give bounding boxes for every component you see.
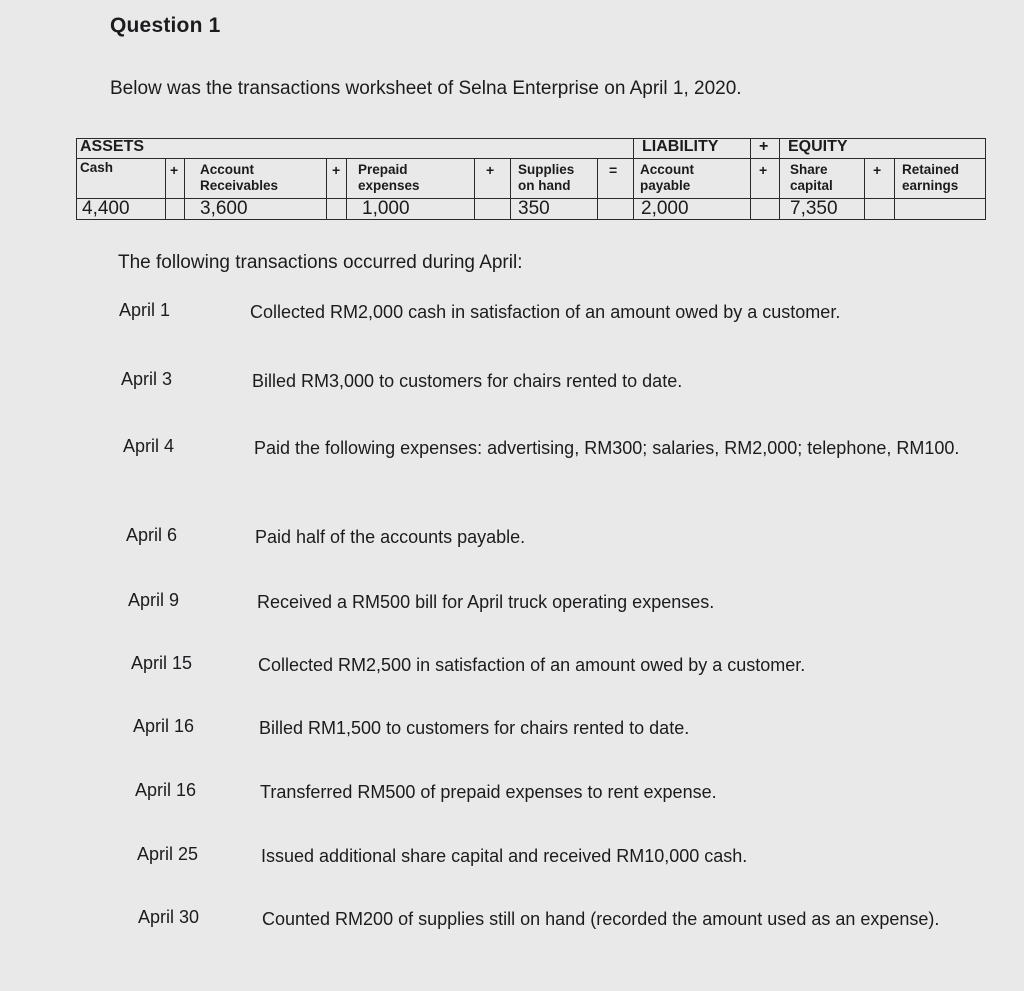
header-supplies-on-hand (518, 162, 574, 194)
equity-group-label: EQUITY (788, 138, 848, 155)
transactions-worksheet (76, 138, 986, 222)
intro-text: Below was the transactions worksheet of Selna Enterprise on April 1, 2020. (110, 78, 742, 99)
col-divider (597, 158, 598, 220)
operator-plus: + (170, 162, 179, 178)
operator-plus: + (486, 162, 495, 178)
worksheet-rule-top (76, 158, 986, 159)
col-divider (779, 138, 780, 220)
header-line: capital (790, 178, 833, 193)
transaction-date: April 15 (131, 653, 193, 673)
operator-plus: + (759, 162, 768, 178)
liability-equity-plus: + (759, 138, 769, 155)
col-divider (864, 158, 865, 220)
transaction-description: Issued additional share capital and received RM10,000 cash. (261, 846, 748, 866)
header-line: Receivables (200, 178, 279, 193)
transaction-description: Transferred RM500 of prepaid expenses to rent expense. (260, 782, 717, 802)
transactions-intro: The following transactions occurred during April: (118, 252, 523, 273)
header-line: Supplies (518, 162, 575, 177)
value-supplies-on-hand: 350 (518, 198, 550, 219)
transaction-description: Collected RM2,000 cash in satisfaction of an amount owed by a customer. (250, 302, 841, 322)
col-divider (474, 158, 475, 220)
col-divider (510, 158, 511, 220)
transaction-date: April 1 (119, 300, 171, 320)
transaction-description: Paid half of the accounts payable. (255, 527, 526, 547)
transaction-date: April 4 (123, 436, 175, 456)
transaction-date: April 25 (137, 844, 199, 864)
operator-plus: + (873, 162, 882, 178)
col-divider (165, 158, 166, 220)
assets-group-label: ASSETS (80, 138, 145, 155)
col-divider (184, 158, 185, 220)
transaction-date: April 9 (128, 590, 180, 610)
col-divider (894, 158, 895, 220)
question-title: Question 1 (110, 14, 221, 37)
header-line: Account (640, 162, 694, 177)
header-prepaid-expenses (358, 162, 420, 194)
col-divider (326, 158, 327, 220)
col-divider (633, 138, 634, 220)
value-share-capital: 7,350 (790, 198, 838, 219)
transaction-description: Collected RM2,500 in satisfaction of an amount owed by a customer. (258, 655, 806, 675)
transaction-date: April 3 (121, 369, 173, 389)
header-share-capital (790, 162, 833, 194)
header-retained-earnings (902, 162, 959, 194)
header-line: Retained (902, 162, 960, 177)
transaction-date: April 6 (126, 525, 178, 545)
transaction-description: Paid the following expenses: advertising, RM300; salaries, RM2,000; telephone, RM100. (254, 438, 960, 458)
value-account-receivables: 3,600 (200, 198, 248, 219)
header-cash: Cash (80, 160, 114, 175)
header-line: earnings (902, 178, 959, 193)
transaction-date: April 16 (135, 780, 197, 800)
header-account-payable (640, 162, 694, 194)
col-divider (346, 158, 347, 220)
header-line: on hand (518, 178, 571, 193)
operator-plus: + (332, 162, 341, 178)
transaction-description: Billed RM1,500 to customers for chairs rented to date. (259, 718, 690, 738)
header-line: Prepaid (358, 162, 408, 177)
header-line: Account (200, 162, 254, 177)
operator-equals: = (609, 162, 618, 178)
transaction-date: April 16 (133, 716, 195, 736)
transaction-description: Received a RM500 bill for April truck operating expenses. (257, 592, 715, 612)
liability-group-label: LIABILITY (642, 138, 719, 155)
transaction-date: April 30 (138, 907, 200, 927)
col-divider (750, 138, 751, 220)
transaction-description: Billed RM3,000 to customers for chairs rented to date. (252, 371, 683, 391)
value-prepaid-expenses: 1,000 (362, 198, 410, 219)
header-line: Share (790, 162, 828, 177)
value-cash: 4,400 (82, 198, 130, 219)
header-line: expenses (358, 178, 420, 193)
header-account-receivables (200, 162, 278, 194)
header-line: payable (640, 178, 691, 193)
value-account-payable: 2,000 (641, 198, 689, 219)
transaction-description: Counted RM200 of supplies still on hand (recorded the amount used as an expense). (262, 909, 940, 929)
